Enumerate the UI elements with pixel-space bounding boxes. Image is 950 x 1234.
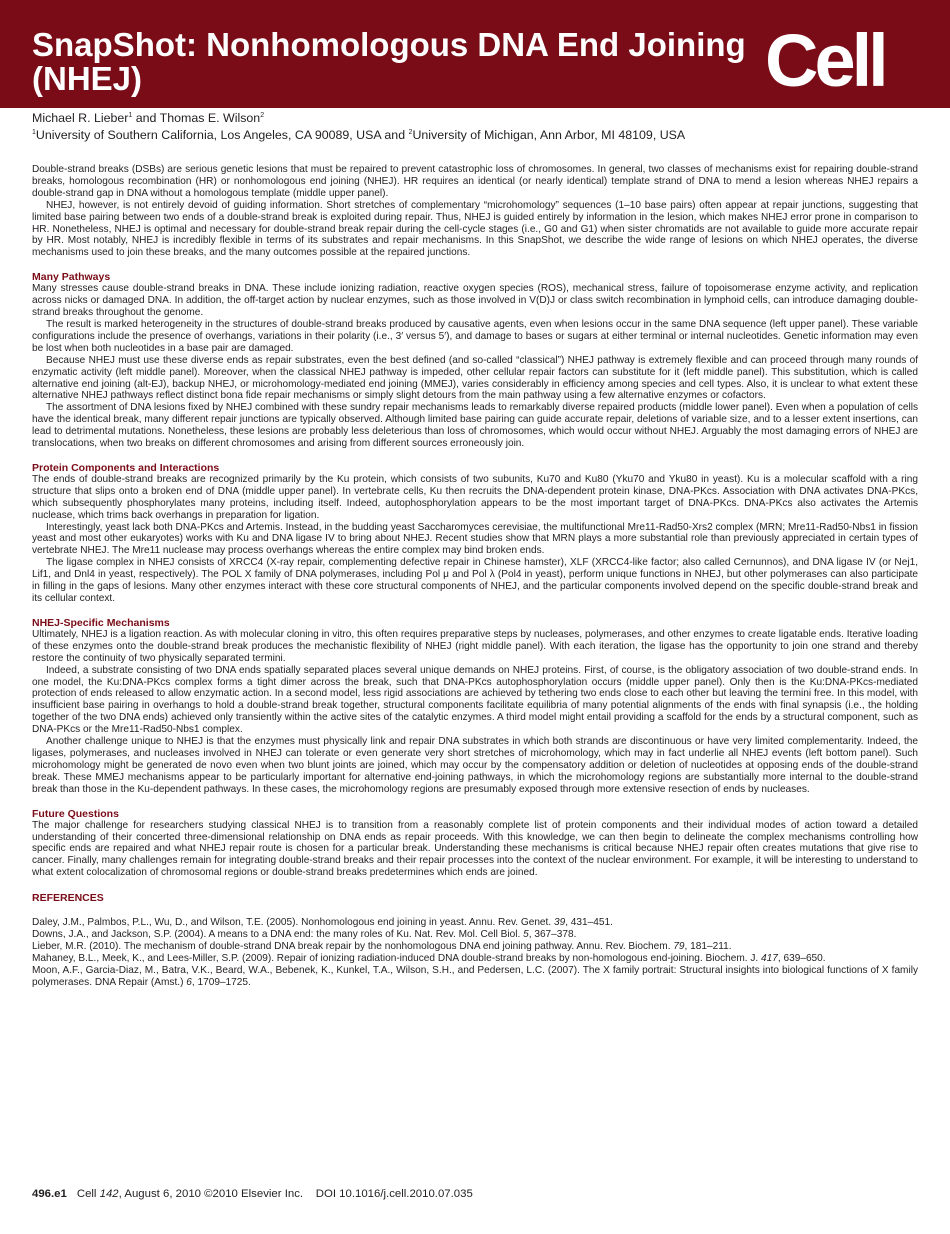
section-paragraph: Many stresses cause double-strand breaks in DNA. These include ionizing radiation, reactive oxygen species (ROS), mechanical stress, failure of topoisomerase enzyme activity, and replication across nicks or damaged DNA. In addition, the off-target action by nuclear enzymes, such as those involved in V(D)J or class switch recombination in lymphoid cells, can introduce damaging double-strand breaks throughout the genome. — [32, 283, 918, 319]
intro-paragraph: NHEJ, however, is not entirely devoid of guiding information. Short stretches of complementary “microhomology” sequences (1–10 base pairs) often appear at repair junctions, suggesting that limited base pairing between two ends of a double-strand break is exploited during repair. Thus, NHEJ is guided entirely by information in the lesion, which makes NHEJ error prone in comparison to HR. Nonetheless, NHEJ is optimal and necessary for double-strand break repair during the cell-cycle stages (i.e., G0 and G1) when sister chromatids are not available to guide more accurate repair by HR. Most notably, NHEJ is incredibly flexible in terms of its substrates and repair mechanisms. In this SnapShot, we describe the wide range of lesions on which NHEJ operates, the diverse mechanisms used to join these breaks, and the many outcomes possible at the repaired junctions. — [32, 199, 918, 259]
reference-item: Mahaney, B.L., Meek, K., and Lees-Miller, S.P. (2009). Repair of ionizing radiation-induced DNA double-strand breaks by non-homologous end-joining. Biochem. J. 417, 639–650. — [32, 952, 826, 964]
header-banner — [0, 0, 950, 108]
intro-paragraph: Double-strand breaks (DSBs) are serious genetic lesions that must be repaired to prevent catastrophic loss of chromosomes. In general, two classes of mechanisms exist for repairing double-strand breaks, homologous recombination (HR) or nonhomologous end joining (NHEJ). HR requires an identical (or nearly identical) template strand of DNA to mend a lesion whereas NHEJ repairs a double-strand gap in DNA without a homologous template (middle upper panel). — [32, 164, 918, 199]
author-name: Thomas E. Wilson — [159, 111, 261, 125]
author-sup: 2 — [260, 111, 265, 119]
affiliation-sup: 1 — [32, 128, 36, 136]
reference-item: Lieber, M.R. (2010). The mechanism of double-strand DNA break repair by the nonhomologous DNA end joining pathway. Annu. Rev. Biochem. 79, 181–211. — [32, 940, 732, 952]
section-paragraph: The result is marked heterogeneity in the structures of double-strand breaks produced by causative agents, even when lesions occur in the same DNA sequence (left upper panel). These variable configurations include the presence of overhangs, variations in their polarity (i.e., 3′ versus 5′), and damage to bases or sugars at either terminal or internal nucleotides. Genetic information may even be lost when both nucleotides in a base pair are damaged. — [32, 318, 918, 354]
page-number: 496.e1 — [32, 1188, 67, 1200]
article-body — [32, 164, 918, 988]
journal-name: Cell — [76, 1188, 100, 1200]
reference-item: Downs, J.A., and Jackson, S.P. (2004). A means to a DNA end: the many roles of Ku. Nat. Rev. Mol. Cell Biol. 5, 367–378. — [32, 928, 577, 940]
reference-item: Daley, J.M., Palmbos, P.L., Wu, D., and Wilson, T.E. (2005). Nonhomologous end joining in yeast. Annu. Rev. Genet. 39, 431–451. — [32, 917, 613, 929]
section-heading: Protein Components and Interactions — [32, 461, 220, 474]
section-heading: Future Questions — [32, 807, 119, 820]
section-paragraph: The ends of double-strand breaks are recognized primarily by the Ku protein, which consists of two subunits, Ku70 and Ku80 (Yku70 and Yku80 in yeast). Ku is a molecular scaffold with a ring structure that slips onto a broken end of DNA (middle upper panel). In vertebrate cells, Ku then recruits the DNA-dependent protein kinase, DNA-PKcs. Association with DNA activates DNA-PKcs, which subsequently phosphorylates many proteins, including itself. Indeed, autophosphorylation appears to be the most important target of DNA-PKcs. DNA-PKcs also activates the Artemis nuclease, which trims back overhangs in preparation for ligation. — [32, 473, 918, 521]
author-name: Michael R. Lieber — [32, 111, 129, 125]
citation-info: , August 6, 2010 ©2010 Elsevier Inc. DOI 10.1016/j.cell.2010.07.035 — [118, 1188, 473, 1200]
journal-volume: 142 — [99, 1188, 119, 1200]
section-paragraph: Ultimately, NHEJ is a ligation reaction. As with molecular cloning in vitro, this often requires preparative steps by nucleases, polymerases, and other enzymes to create ligatable ends. Iterative loading of these enzymes onto the double-strand break produces the mechanistic flexibility of NHEJ (right middle panel). With each iteration, the ligase has the opportunity to join one strand and thereby restore the continuity of two physically separated termini. — [32, 628, 918, 664]
affiliations-line — [32, 128, 685, 142]
page-title: SnapShot: Nonhomologous DNA End Joining (NHEJ) — [32, 26, 746, 97]
references-heading: REFERENCES — [32, 892, 104, 905]
affiliation-text: University of Southern California, Los Angeles, CA 90089, USA and — [35, 128, 409, 142]
section-paragraph: The major challenge for researchers studying classical NHEJ is to transition from a reasonably complete list of protein components and their individual modes of action toward a detailed understanding of their concerted three-dimensional relationship on DNA ends as repair proceeds. With this knowledge, we can then begin to delineate the complex mechanisms controlling how specific ends are repaired and what NHEJ repair route is chosen for a particular break. Understanding these mechanisms is critical because NHEJ repair often creates mutations that give rise to cancer. Finally, many challenges remain for integrating double-strand breaks and their repair processes into the context of the nuclear environment. For example, it will be interesting to understand to what extent colocalization of chromosomal regions or double-strand breaks predetermines which ends are joined. — [32, 819, 918, 879]
section-paragraph: The ligase complex in NHEJ consists of XRCC4 (X-ray repair, complementing defective repair in Chinese hamster), XLF (XRCC4-like factor; also called Cernunnos), and DNA ligase IV (or Nej1, Lif1, and Dnl4 in yeast, respectively). The POL X family of DNA polymerases, including Pol μ and Pol λ (Pol4 in yeast), perform unique functions in NHEJ, but other polymerases can also participate in filling in the gaps of lesions. Many other enzymes interact with these core structural components of NHEJ, and the particular components involved depend on the specific double-strand break and its cellular context. — [32, 557, 918, 604]
page-footer — [32, 1188, 473, 1200]
cell-logo: Cell — [765, 19, 885, 102]
reference-item: Moon, A.F., Garcia-Diaz, M., Batra, V.K., Beard, W.A., Bebenek, K., Kunkel, T.A., Wilson, S.H., and Pedersen, L.C. (2007). The X family portrait: Structural insights into biological functions of X family polymerases. DNA Repair (Amst.) 6, 1709–1725. — [32, 964, 918, 988]
section-heading: NHEJ-Specific Mechanisms — [32, 616, 170, 629]
section-paragraph: The assortment of DNA lesions fixed by NHEJ combined with these sundry repair mechanisms leads to remarkably diverse repaired products (middle lower panel). Even when a population of cells have the identical break, many different repair junctions are typically observed. Although limited base pairing can guide accurate repair, deletions of variable size, and to a lesser extent insertions, can lead to detrimental mutations. Nonetheless, these lesions are probably less deleterious than loss of chromosomes, which would occur without NHEJ. Arguably the most damaging errors of NHEJ are translocations, when two breaks on different chromosomes and arising from different sources erroneously join. — [32, 402, 918, 450]
affiliation-text: University of Michigan, Ann Arbor, MI 48109, USA — [412, 128, 686, 142]
affiliation-sup: 2 — [408, 128, 413, 136]
section-paragraph: Indeed, a substrate consisting of two DNA ends spatially separated places several unique demands on NHEJ proteins. First, of course, is the obligatory association of two double-strand ends. In one model, the Ku:DNA-PKcs complex forms a tight dimer across the break, such that DNA-PKcs autophosphorylation occurs (middle upper panel). Only then is the Ku:DNA-PKcs-mediated protection of ends released to allow enzymatic action. In a second model, less rigid associations are achieved by tethering two ends close to each other but leaving the termini free. In this model, with insufficient base pairing in overhangs to hold a double-strand break together, structural components facilitate equilibria of many potential alignments of the ends with final synapsis (i.e., the holding together of the two DNA ends) achieved only transiently within the active sites of the catalytic enzymes. A third model might entail providing a scaffold for the ends by a structural component, such as DNA-PKcs or the Mre11-Rad50-Nbs1 complex. — [32, 664, 918, 736]
author-separator: and — [132, 111, 160, 125]
section-paragraph: Interestingly, yeast lack both DNA-PKcs and Artemis. Instead, in the budding yeast Saccharomyces cerevisiae, the multifunctional Mre11-Rad50-Xrs2 complex (MRN; Mre11-Rad50-Nbs1 in fission yeast and most other eukaryotes) works with Ku and DNA ligase IV to bring about NHEJ. Recent studies show that MRN plays a more substantial role than previously appreciated in certain types of vertebrate NHEJ. The Mre11 nuclease may process overhangs whereas the entire complex may bind broken ends. — [32, 521, 918, 557]
section-paragraph: Another challenge unique to NHEJ is that the enzymes must physically link and repair DNA substrates in which both strands are discontinuous or have very limited complementarity. Indeed, the ligases, polymerases, and nucleases involved in NHEJ can tolerate or even generate very short stretches of microhomology, which may in fact underlie all NHEJ events (left bottom panel). Such microhomology might be generated de novo even when two blunt joints are joined, which may occur by the compensatory addition or deletion of nucleotides at opposing ends of the double-strand break. These MMEJ mechanisms appear to be particularly important for alternative end-joining pathways, in which the microhomology regions are substantially more internal to the double-strand break than those in the Ku-dependent pathways. In these cases, the microhomology regions are presumably exposed through more extensive resection of ends by nucleases. — [32, 736, 918, 795]
section-paragraph: Because NHEJ must use these diverse ends as repair substrates, even the best defined (and so-called “classical”) NHEJ pathway is extremely flexible and can proceed through many rounds of enzymatic activity (left middle panel). Moreover, when the classical NHEJ pathway is impeded, other cellular repair factors can substitute for it (left middle panel). This substitution, which is called alternative end joining (alt-EJ), backup NHEJ, or microhomology-mediated end joining (MMEJ), varies considerably in efficiency among species and cell types. Also, it is unclear to what extent these alternative NHEJ pathways reflect distinct bona fide repair mechanisms or simply slight detours from the main pathway using a few alternative enzymes or cofactors. — [32, 354, 918, 402]
author-sup: 1 — [128, 111, 133, 119]
references-list — [32, 917, 918, 988]
section-heading: Many Pathways — [32, 271, 111, 284]
authors-line — [32, 111, 264, 125]
